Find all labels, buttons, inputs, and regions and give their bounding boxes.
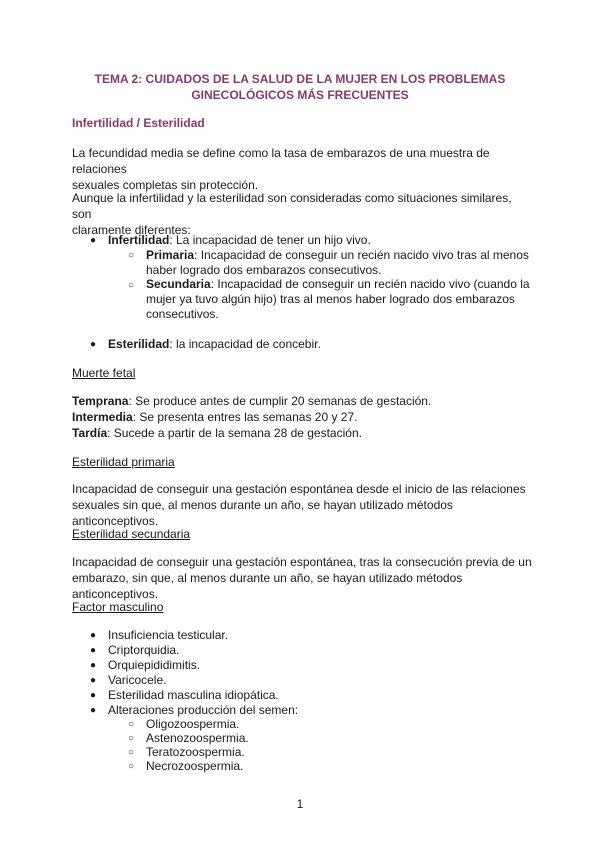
bullet-icon: ● <box>90 660 97 671</box>
list-item-primaria <box>146 248 529 278</box>
definition: : Se presenta entres las semanas 20 y 27. <box>132 410 358 424</box>
list-item-infertilidad <box>108 233 371 248</box>
list-item: Varicocele. <box>108 673 167 687</box>
subheading-esterilidad-primaria: Esterilidad primaria <box>72 455 175 469</box>
definition-line: haber logrado dos embarazos consecutivos. <box>146 263 382 277</box>
muerte-fetal-list <box>72 393 532 441</box>
paragraph-line: La fecundidad media se define como la tasa de embarazos de una muestra de relaciones <box>72 146 490 176</box>
circle-bullet-icon: ○ <box>128 747 135 758</box>
paragraph-fecundidad <box>72 145 532 193</box>
circle-bullet-icon: ○ <box>128 250 135 261</box>
circle-bullet-icon: ○ <box>128 280 135 291</box>
list-item: Alteraciones producción del semen: <box>108 703 299 717</box>
bullet-icon: ● <box>90 690 97 701</box>
term-infertilidad: Infertilidad <box>108 233 170 247</box>
section-heading-infertilidad: Infertilidad / Esterilidad <box>72 116 205 130</box>
paragraph-line: Aunque la infertilidad y la esterilidad son consideradas como situaciones similares, son <box>72 191 512 221</box>
title-line-1: TEMA 2: CUIDADOS DE LA SALUD DE LA MUJER EN LOS PROBLEMAS <box>94 72 506 86</box>
sub-list-item: Oligozoospermia. <box>146 717 240 731</box>
definition-line: mujer ya tuvo algún hijo) tras al menos haber logrado dos embarazos <box>146 292 515 306</box>
list-item-secundaria <box>146 277 530 322</box>
line-temprana <box>72 393 532 409</box>
term-primaria: Primaria <box>146 248 195 262</box>
circle-bullet-icon: ○ <box>128 733 135 744</box>
definition: : Incapacidad de conseguir un recién nacido vivo tras al menos <box>194 248 529 262</box>
term-secundaria: Secundaria <box>146 277 211 291</box>
bullet-icon: ● <box>90 630 97 641</box>
sub-list-item: Necrozoospermia. <box>146 759 244 773</box>
definition-line: consecutivos. <box>146 307 219 321</box>
definition: : Se produce antes de cumplir 20 semanas de gestación. <box>128 394 432 408</box>
line-intermedia <box>72 409 532 425</box>
paragraph-line: sexuales sin que, al menos durante un año, se hayan utilizado métodos anticonceptivos. <box>72 498 453 528</box>
list-item: Orquiepididimitis. <box>108 658 201 672</box>
list-item: Insuficiencia testicular. <box>108 628 229 642</box>
term-intermedia: Intermedia <box>72 410 133 424</box>
definition: : La incapacidad de tener un hijo vivo. <box>169 233 371 247</box>
definition: : Sucede a partir de la semana 28 de gestación. <box>107 426 362 440</box>
bullet-icon: ● <box>90 339 97 350</box>
list-item: Criptorquidia. <box>108 643 180 657</box>
paragraph-line: embarazo, sin que, al menos durante un año, se hayan utilizado métodos anticonceptivos. <box>72 571 463 601</box>
sub-list-item: Astenozoospermia. <box>146 731 249 745</box>
paragraph-line: Incapacidad de conseguir una gestación espontánea desde el inicio de las relaciones <box>72 482 526 496</box>
subheading-esterilidad-secundaria: Esterilidad secundaria <box>72 527 191 541</box>
paragraph-line: sexuales completas sin protección. <box>72 178 259 192</box>
list-item: Esterilidad masculina idiopática. <box>108 688 279 702</box>
page-number: 1 <box>296 797 304 811</box>
bullet-icon: ● <box>90 645 97 656</box>
definition: : la incapacidad de concebir. <box>169 337 321 351</box>
subheading-factor-masculino: Factor masculino <box>72 600 164 614</box>
paragraph-line: Incapacidad de conseguir una gestación espontánea, tras la consecución previa de un <box>72 555 532 569</box>
paragraph-esterilidad-secundaria <box>72 554 532 602</box>
term-esterilidad: Esterilidad <box>108 337 170 351</box>
paragraph-line: claramente diferentes: <box>72 223 191 237</box>
definition: : Incapacidad de conseguir un recién nacido vivo (cuando la <box>210 277 530 291</box>
term-tardia: Tardía <box>72 426 108 440</box>
line-tardia <box>72 425 532 441</box>
circle-bullet-icon: ○ <box>128 761 135 772</box>
subheading-muerte-fetal: Muerte fetal <box>72 366 136 380</box>
bullet-icon: ● <box>90 675 97 686</box>
bullet-icon: ● <box>90 235 97 246</box>
paragraph-esterilidad-primaria <box>72 481 532 529</box>
list-item-esterilidad <box>108 337 321 352</box>
circle-bullet-icon: ○ <box>128 719 135 730</box>
sub-list-item: Teratozoospermia. <box>146 745 245 759</box>
term-temprana: Temprana <box>72 394 129 408</box>
page-title <box>60 71 540 103</box>
bullet-icon: ● <box>90 705 97 716</box>
title-line-2: GINECOLÓGICOS MÁS FRECUENTES <box>191 88 409 102</box>
paragraph-diferencias <box>72 190 532 238</box>
